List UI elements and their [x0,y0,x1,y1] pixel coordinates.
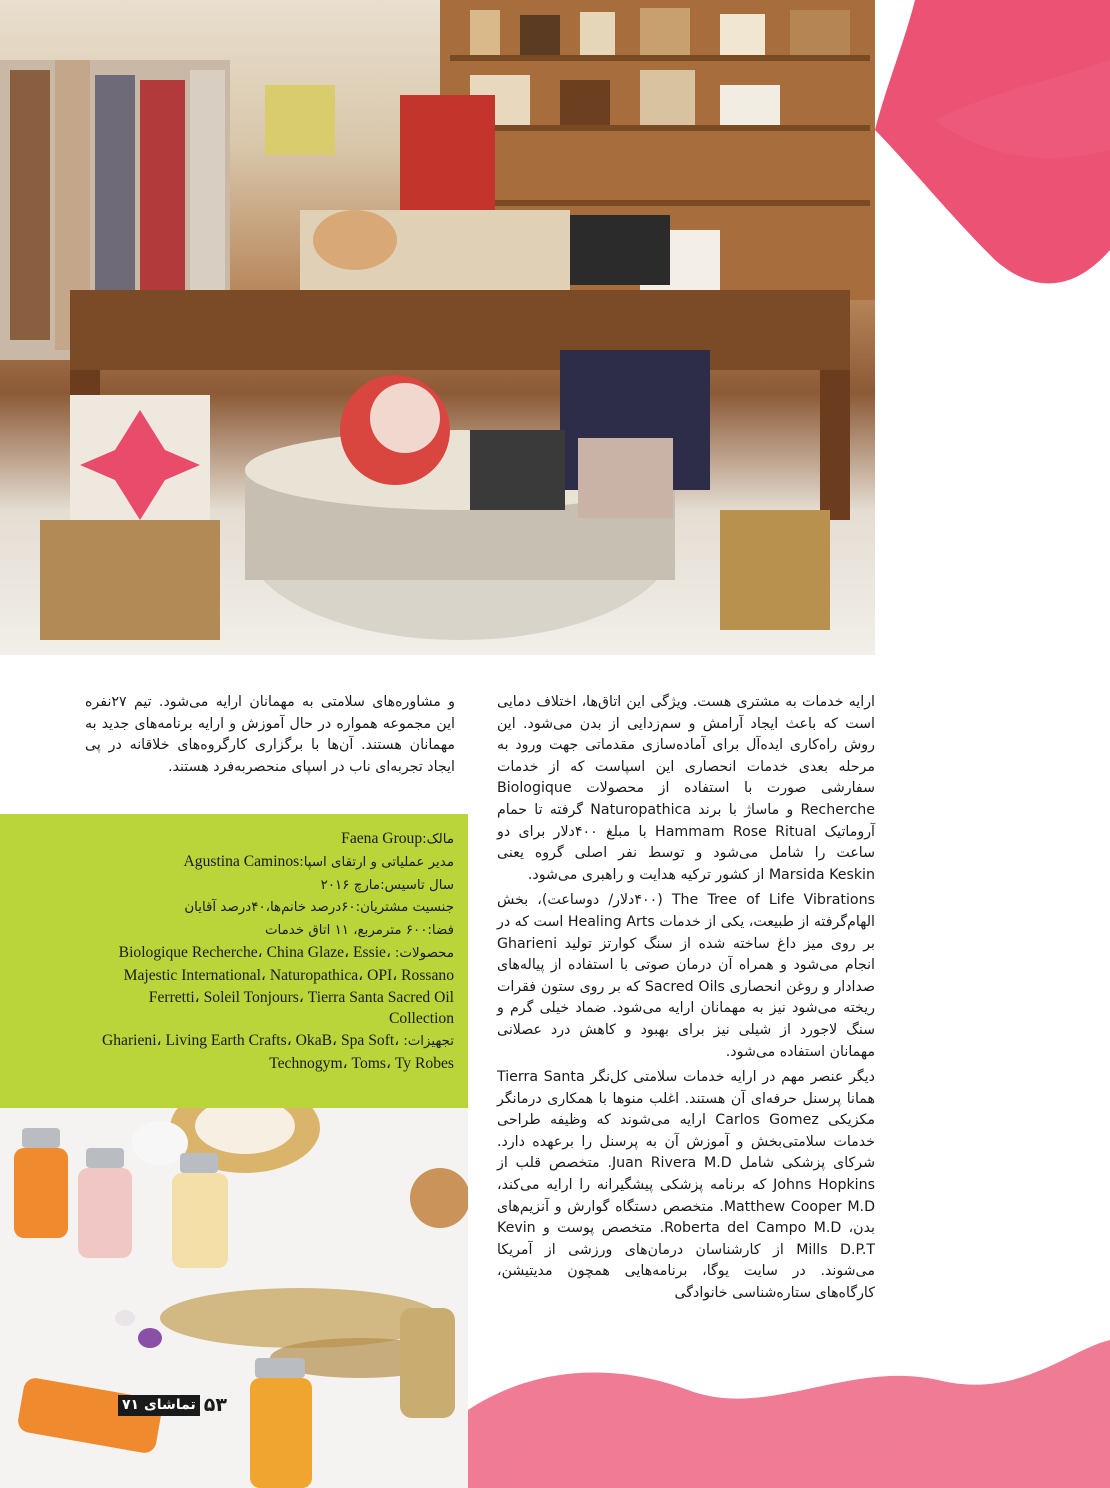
info-value: ۶۰درصد خانم‌ها،۴۰درصد آقایان [184,900,356,916]
info-value: ۶۰۰ مترمربع، ۱۱ اتاق خدمات [264,923,428,939]
info-label: مدیر عملیاتی و ارتقای اسپا: [299,854,454,870]
spa-info-box [0,814,468,1108]
info-label: تجهیزات: [403,1034,454,1050]
info-label: محصولات: [394,945,454,961]
info-value: Agustina Caminos [183,852,300,870]
magazine-name: تماشای ۷۱ [118,1395,200,1416]
page-folio [118,1394,227,1416]
info-founded [96,874,454,897]
boutique-photo [0,0,875,655]
article-paragraph: ارایه خدمات به مشتری هست. ویژگی این اتاق‌ها، اختلاف دمایی است که باعث ایجاد آرامش و سم‌زدایی از بدن می‌شود. این روش راه‌کاری ایده‌آل برای آماده‌سازی مقدماتی جهت ورود به مرحله بعدی خدمات انحصاری این اسپاست که از خدمات سفارشی صورت با استفاده از محصولات Biologique Recherche و ماساژ با برند Naturopathica گرفته تا حمام آروماتیک Hammam Rose Ritual با مبلغ ۴۰۰دلار برای دو ساعت را شامل می‌شود و توسط نفر اصلی گروه یعنی Marsida Keskin از کشور ترکیه هدایت و راهبری می‌شود. [497,694,875,883]
info-label: فضا: [427,923,454,939]
article-paragraph: دیگر عنصر مهم در ارایه خدمات سلامتی کل‌نگر Tierra Santa همانا پرسنل حرفه‌ای آن هستند. اغلب منوها با همکاری درمانگر مکزیکی Carlos Gomez ارایه می‌شوند که وظیفه طراحی خدمات سلامتی‌بخش و آموزش آن به پرسنل را برعهده دارد. شرکای پزشکی شامل Juan Rivera M.D. متخصص قلب از Johns Hopkins که برنامه پزشکی پیشگیرانه را ارایه می‌کند، Matthew Cooper M.D. متخصص دستگاه گوارش و آنزیم‌های بدن، Roberta del Campo M.D. متخصص پوست و Kevin Mills D.P.T از کارشناسان درمان‌های ورزشی از آمریکا می‌شوند. در سایت یوگا، برنامه‌هایی همچون مدیتیشن، کارگاه‌های ستاره‌شناسی خانوادگی [497,1069,876,1302]
info-value: مارچ ۲۰۱۶ [320,877,381,893]
article-paragraph: The Tree of Life Vibrations (۴۰۰دلار/ دوساعت)، بخش الهام‌گرفته از طبیعت، یکی از خدمات Healing Arts است که در بر روی میز داغ ساخته شده از سنگ کوارتز تولید Gharieni انجام می‌شود و همراه آن درمان صوتی با استفاده از پیاله‌های صدادار و روغن انحصاری Sacred Oils که بر روی ستون فقرات ریخته می‌شود نیز به مهمانان ارایه می‌شود. ضماد خیلی گرم و سنگ لاجورد از شیلی نیز برای بهبود و کاهش درد عصلانی مهمانان استفاده می‌شود. [497,892,875,1060]
info-products [96,942,454,1030]
products-photo [0,1108,468,1488]
info-space [96,919,454,942]
info-value: Biologique Recherche، China Glaze، Essie، Majestic International، Naturopathica، OPI، Rossano Ferretti، Soleil Tonjours، Tierra Santa Sacred Oil Collection [118,943,454,1028]
article-column-right [497,692,875,1309]
watercolor-blob-bottom [468,1330,1110,1488]
info-equipment [96,1030,454,1075]
info-value: Faena Group [341,830,423,847]
boutique-illustration [0,0,875,655]
info-value: Gharieni، Living Earth Crafts، OkaB، Spa Soft، Technogym، Toms، Ty Robes [101,1032,454,1072]
products-illustration [0,1108,468,1488]
info-director [96,851,454,874]
article-column-left [85,692,455,782]
info-owner [96,828,454,851]
info-label: جنسیت مشتریان: [355,900,454,916]
info-label: مالک: [422,832,454,847]
page-number: ۵۳ [203,1394,227,1416]
spa-info-list [96,828,454,1075]
watercolor-blob-top-right [875,0,1110,300]
info-gender [96,896,454,919]
info-label: سال تاسیس: [380,877,454,893]
article-paragraph: و مشاوره‌های سلامتی به مهمانان ارایه می‌شود. تیم ۲۷نفره این مجموعه همواره در حال آموزش و ارایه برنامه‌های جدید به مهمانان هستند. آن‌ها با برگزاری کارگروه‌های خلاقانه در پی ایجاد تجربه‌ای ناب در اسپای منحصربه‌فرد هستند. [85,694,455,775]
